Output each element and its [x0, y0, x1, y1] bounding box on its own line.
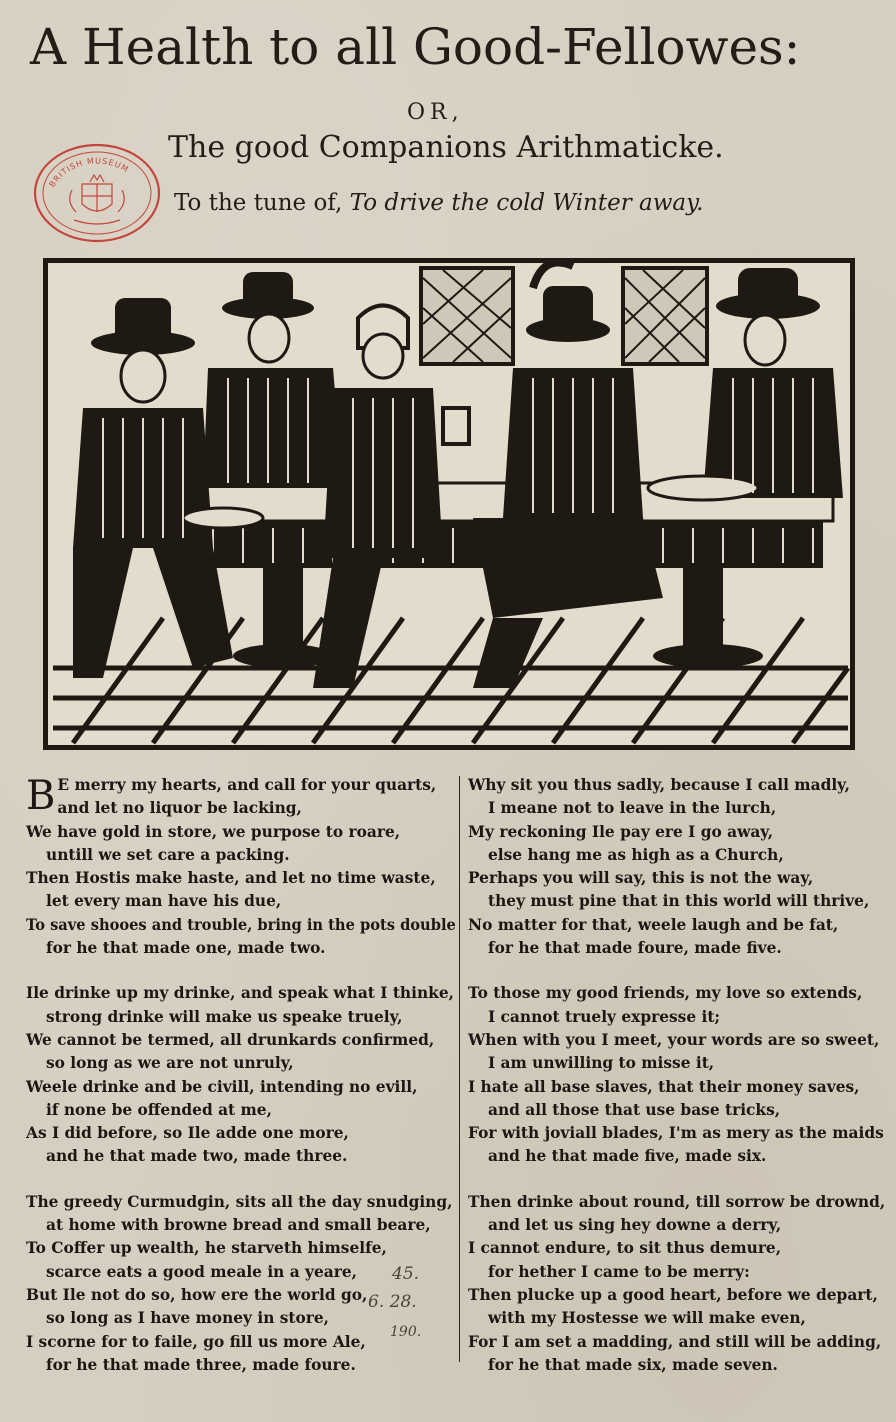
verse-line: When with you I meet, your words are so sweet,: [468, 1030, 880, 1049]
verse-line: No matter for that, weele laugh and be fat,: [468, 915, 839, 934]
verse-line: For with joviall blades, I'm as mery as the maids: [468, 1124, 884, 1143]
verse-line: We have gold in store, we purpose to roare,: [26, 822, 401, 841]
verse-line: We cannot be termed, all drunkards confirmed,: [26, 1030, 435, 1049]
stanza-6: [468, 1191, 893, 1377]
verse-line: I cannot truely expresse it;: [488, 1007, 721, 1026]
verse-line: strong drinke will make us speake truely,: [46, 1007, 403, 1026]
verse-line: so long as we are not unruly,: [46, 1054, 294, 1073]
or-text: OR,: [407, 100, 464, 125]
verse-line: Then drinke about round, till sorrow be drownd,: [468, 1192, 886, 1211]
verse-line: for he that made foure, made five.: [488, 939, 782, 958]
verse-line: they must pine that in this world will thrive,: [488, 892, 870, 911]
verse-line: Then plucke up a good heart, before we depart,: [468, 1285, 878, 1304]
verse-line: for he that made one, made two.: [46, 939, 326, 958]
verse-line: I scorne for to faile, go fill us more Ale,: [26, 1332, 366, 1351]
stamp-text: BRITISH MUSEUM: [47, 156, 131, 189]
verse-line: My reckoning Ile pay ere I go away,: [468, 822, 774, 841]
verse-line: For I am set a madding, and still will be adding,: [468, 1332, 882, 1351]
verse-line: for hether I came to be merry:: [488, 1262, 750, 1281]
page-title: A Health to all Good-Fellowes:: [30, 18, 801, 76]
stanza-2: [26, 982, 456, 1168]
verse-line: I cannot endure, to sit thus demure,: [468, 1239, 782, 1258]
verse-line: Weele drinke and be civill, intending no evill,: [26, 1077, 418, 1096]
verse-line: To Coffer up wealth, he starveth himselfe,: [26, 1239, 387, 1258]
verse-line: for he that made three, made foure.: [46, 1355, 356, 1374]
verse-line: at home with browne bread and small beare,: [46, 1216, 431, 1235]
verse-line: if none be offended at me,: [46, 1100, 272, 1119]
verse-line: To save shooes and trouble, bring in the pots double: [26, 915, 456, 934]
stanza-1: [26, 774, 456, 960]
subtitle: The good Companions Arithmaticke.: [168, 130, 724, 165]
verse-line: The greedy Curmudgin, sits all the day snudging,: [26, 1192, 453, 1211]
verse-line: scarce eats a good meale in a yeare,: [46, 1262, 358, 1281]
verse-line: To those my good friends, my love so extends,: [468, 984, 863, 1003]
verse-line: Why sit you thus sadly, because I call madly,: [468, 776, 850, 794]
right-verse-column: [468, 774, 893, 1399]
verse-line: and all those that use base tricks,: [488, 1100, 781, 1119]
verse-line: I hate all base slaves, that their money saves,: [468, 1077, 860, 1096]
verse-line: so long as I have money in store,: [46, 1309, 330, 1328]
verse-line: untill we set care a packing.: [46, 845, 290, 864]
verse-line: and let no liquor be lacking,: [57, 799, 302, 818]
verse-line: and let us sing hey downe a derry,: [488, 1216, 782, 1235]
museum-stamp: [32, 142, 162, 244]
verse-line: with my Hostesse we will make even,: [488, 1309, 806, 1328]
margin-note-b: 6. 28.: [368, 1292, 417, 1312]
margin-note-c: 190.: [390, 1324, 422, 1340]
verse-line: I meane not to leave in the lurch,: [488, 799, 777, 818]
tune-name: To drive the cold Winter away.: [349, 190, 704, 216]
verse-line: I am unwilling to misse it,: [488, 1054, 715, 1073]
verse-line: As I did before, so Ile adde one more,: [26, 1124, 349, 1143]
verse-line: Perhaps you will say, this is not the way,: [468, 869, 814, 888]
stanza-5: [468, 982, 893, 1168]
column-divider: [459, 776, 460, 1362]
verse-line: and he that made five, made six.: [488, 1147, 767, 1166]
verse-line: Then Hostis make haste, and let no time waste,: [26, 869, 436, 888]
tavern-woodcut-image: [43, 258, 855, 750]
verse-line: else hang me as high as a Church,: [488, 845, 784, 864]
verse-line: E merry my hearts, and call for your quarts,: [57, 776, 437, 794]
verse-line: and he that made two, made three.: [46, 1147, 348, 1166]
margin-note-a: 45.: [392, 1264, 420, 1284]
tune-prefix: To the tune of,: [174, 190, 343, 216]
verse-line: let every man have his due,: [46, 892, 282, 911]
verse-line: But Ile not do so, how ere the world go,: [26, 1285, 368, 1304]
tune-line: [174, 190, 703, 216]
dropcap: B: [26, 773, 56, 819]
verse-line: Ile drinke up my drinke, and speak what I thinke,: [26, 984, 454, 1003]
verse-line: for he that made six, made seven.: [488, 1355, 778, 1374]
stanza-4: [468, 774, 893, 960]
